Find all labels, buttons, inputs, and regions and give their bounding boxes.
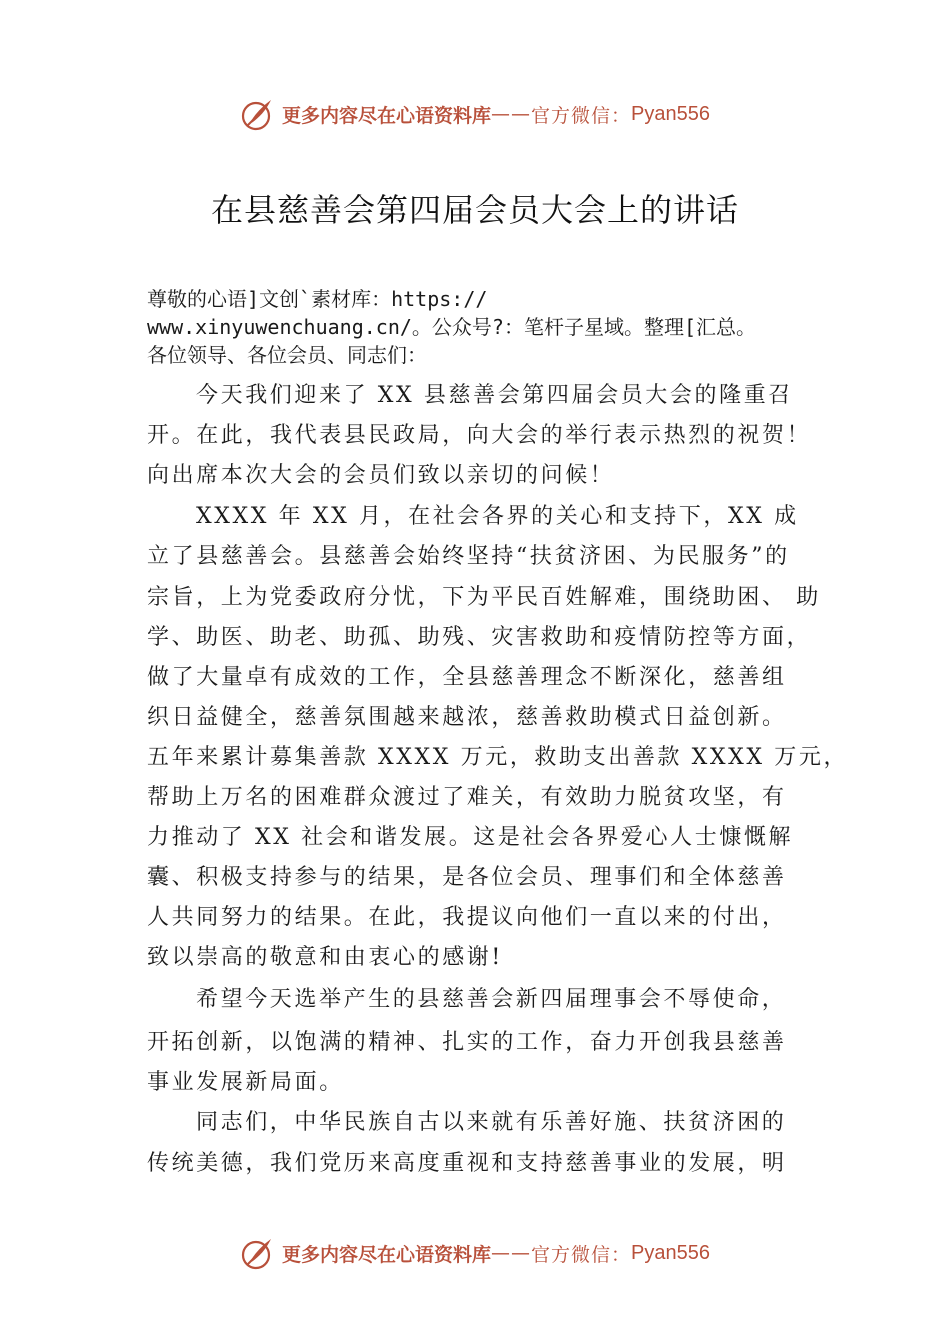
paragraph-line: 向出席本次大会的会员们致以亲切的问候！	[147, 463, 615, 488]
source-note-line: www.xinyuwenchuang.cn/。公众号?：笔杆子星域。整理[汇总。	[147, 315, 756, 339]
paragraph-line: 致以崇高的敬意和由衷心的感谢!	[147, 945, 503, 970]
paragraph-line: 开拓创新，以饱满的精神、扎实的工作，奋力开创我县慈善	[147, 1030, 787, 1055]
source-note-line: 尊敬的心语]文创`素材库：https://	[147, 287, 488, 311]
paragraph-line: 五年来累计募集善款 XXXX 万元，救助支出善款 XXXX 万元，	[147, 745, 849, 770]
salutation: 各位领导、各位会员、同志们：	[147, 343, 427, 367]
banner-wechat-id: Pyan556	[631, 1241, 710, 1264]
banner-wechat-label: 官方微信：	[531, 1243, 632, 1266]
paragraph-line: 人共同努力的结果。在此，我提议向他们一直以来的付出，	[147, 905, 787, 930]
paragraph-line: 事业发展新局面。	[147, 1070, 344, 1095]
banner-dash: ——	[491, 103, 532, 125]
paragraph-line: 学、助医、助老、助孤、助残、灾害救助和疫情防控等方面，	[147, 625, 812, 650]
paragraph-line: 同志们，中华民族自古以来就有乐善好施、扶贫济困的	[196, 1110, 787, 1135]
paragraph-line: 囊、积极支持参与的结果，是各位会员、理事们和全体慈善	[147, 865, 787, 890]
paragraph-line: 做了大量卓有成效的工作，全县慈善理念不断深化，慈善组	[147, 665, 787, 690]
paragraph-line: XXXX 年 XX 月，在社会各界的关心和支持下，XX 成	[196, 504, 799, 529]
paragraph-line: 今天我们迎来了 XX 县慈善会第四届会员大会的隆重召	[196, 383, 793, 408]
banner-wechat-id: Pyan556	[631, 102, 710, 125]
footer-banner	[0, 1233, 950, 1273]
banner-wechat-label: 官方微信：	[531, 104, 632, 127]
banner-library-text: 更多内容尽在心语资料库	[282, 1243, 492, 1266]
paragraph-line: 力推动了 XX 社会和谐发展。这是社会各界爱心人士慷慨解	[147, 825, 794, 850]
banner-dash: ——	[491, 1242, 532, 1264]
quill-logo-icon	[240, 96, 276, 132]
header-banner	[0, 94, 950, 134]
paragraph-line: 传统美德，我们党历来高度重视和支持慈善事业的发展，明	[147, 1151, 787, 1176]
paragraph-line: 织日益健全，慈善氛围越来越浓，慈善救助模式日益创新。	[147, 705, 787, 730]
paragraph-line: 希望今天选举产生的县慈善会新四届理事会不辱使命，	[196, 987, 787, 1012]
banner-library-text: 更多内容尽在心语资料库	[282, 104, 492, 127]
paragraph-line: 帮助上万名的困难群众渡过了难关，有效助力脱贫攻坚，有	[147, 785, 787, 810]
quill-logo-icon	[240, 1235, 276, 1271]
paragraph-line: 立了县慈善会。县慈善会始终坚持“扶贫济困、为民服务”的	[147, 544, 790, 569]
paragraph-line: 开。在此，我代表县民政局，向大会的举行表示热烈的祝贺！	[147, 423, 812, 448]
document-title: 在县慈善会第四届会员大会上的讲话	[210, 191, 739, 229]
paragraph-line: 宗旨，上为党委政府分忧，下为平民百姓解难，围绕助困、 助	[147, 585, 821, 610]
